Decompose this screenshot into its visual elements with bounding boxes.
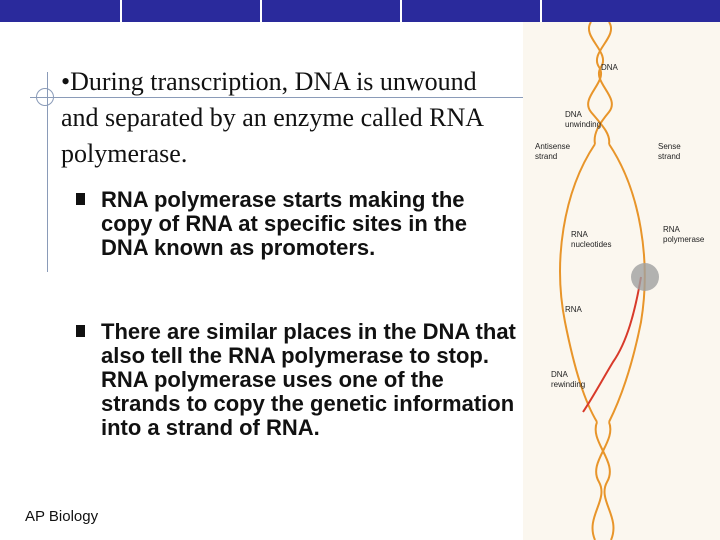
diagram-background — [523, 22, 720, 540]
label-dna: DNA — [601, 63, 618, 72]
label-antisense-1: Antisense — [535, 142, 571, 151]
transcription-diagram — [523, 22, 720, 540]
label-polymerase-1: RNA — [663, 225, 680, 234]
bullet-item-promoters — [76, 188, 516, 260]
bullet-text: RNA polymerase starts making the copy of RNA at specific sites in the DNA known as promoters. — [101, 187, 467, 260]
label-nucleotides-1: RNA — [571, 230, 588, 239]
bullet-square-icon — [76, 325, 85, 337]
label-sense-1: Sense — [658, 142, 681, 151]
label-nucleotides-2: nucleotides — [571, 240, 612, 249]
guide-crosshair-circle — [36, 88, 54, 106]
intro-text: •During transcription, DNA is unwound and separated by an enzyme called RNA polymerase. — [61, 67, 483, 168]
band-tick — [260, 0, 262, 22]
bullet-item-stop-sites — [76, 320, 516, 440]
bullet-square-icon — [76, 193, 85, 205]
band-tick — [120, 0, 122, 22]
rna-polymerase-shape — [631, 263, 659, 291]
label-polymerase-2: polymerase — [663, 235, 705, 244]
label-unwinding-2: unwinding — [565, 120, 602, 129]
band-tick — [400, 0, 402, 22]
label-antisense-2: strand — [535, 152, 558, 161]
top-color-band — [0, 0, 720, 22]
bullet-text: There are similar places in the DNA that also tell the RNA polymerase to stop. RNA polymerase uses one of the strands to copy the genetic information into a strand of RNA. — [101, 319, 516, 440]
label-rna: RNA — [565, 305, 582, 314]
label-sense-2: strand — [658, 152, 681, 161]
label-unwinding-1: DNA — [565, 110, 582, 119]
label-rewinding-1: DNA — [551, 370, 568, 379]
footer-course-label: AP Biology — [25, 508, 99, 525]
band-tick — [540, 0, 542, 22]
label-rewinding-2: rewinding — [551, 380, 586, 389]
